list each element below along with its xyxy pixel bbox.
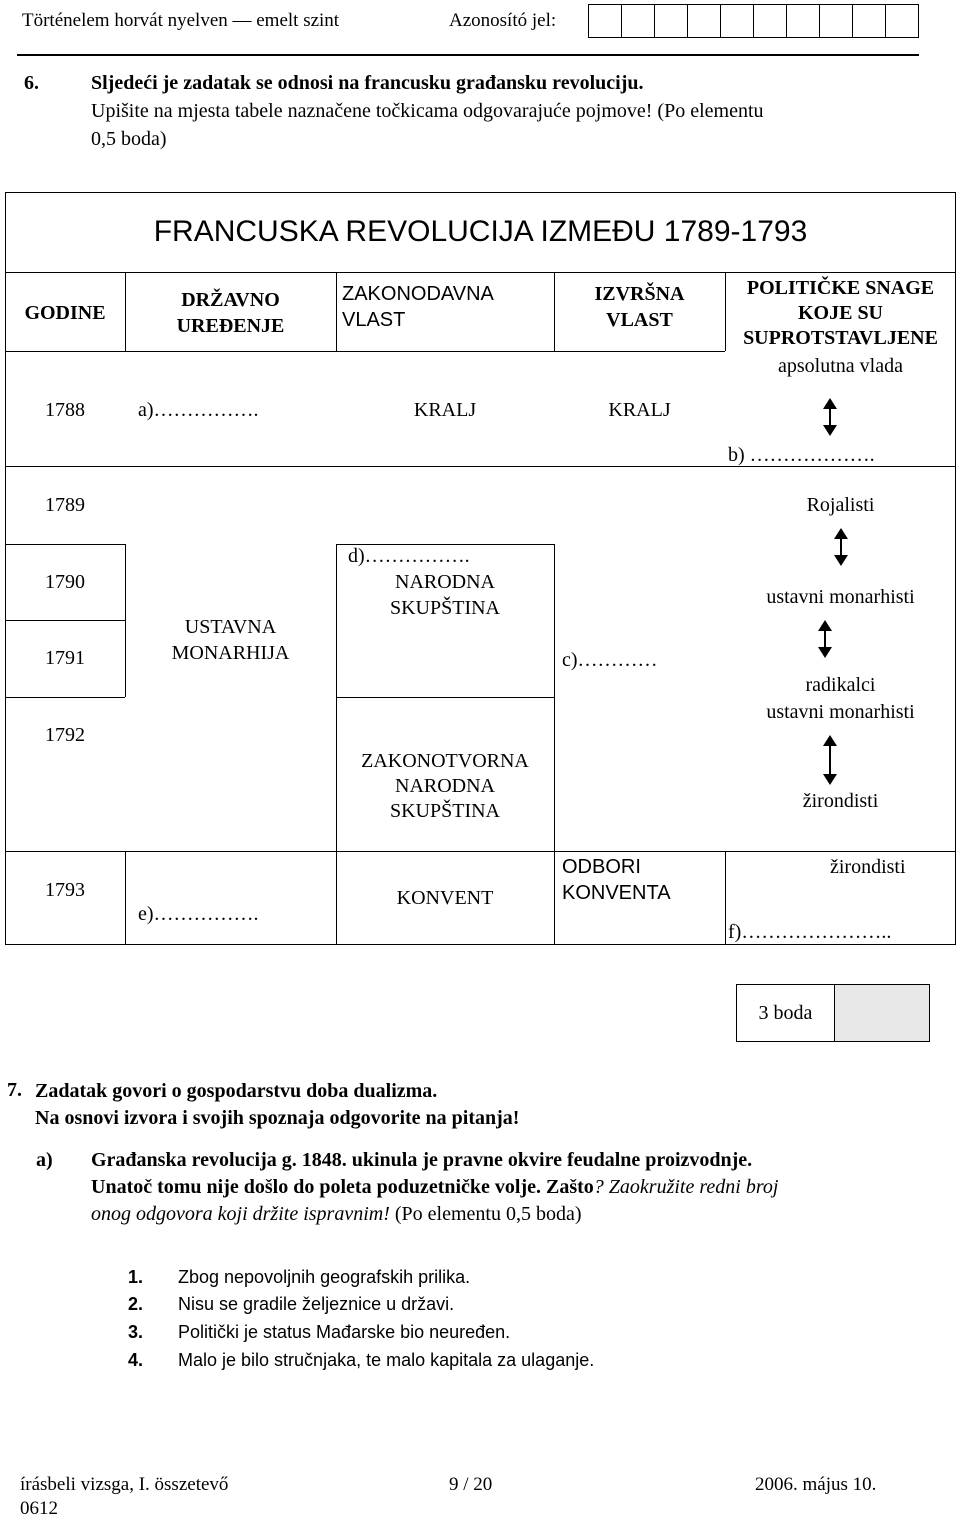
task6-number: 6. bbox=[24, 72, 39, 94]
year-1793: 1793 bbox=[45, 879, 85, 901]
table-border-top bbox=[5, 192, 956, 193]
cell-odbori-konventa: ODBORI KONVENTA bbox=[562, 856, 671, 904]
header-rule bbox=[17, 54, 919, 56]
score-box bbox=[736, 984, 930, 1042]
blank-a[interactable]: a)……………. bbox=[138, 399, 259, 421]
table-line bbox=[725, 851, 726, 945]
table-title: FRANCUSKA REVOLUCIJA IZMEĐU 1789-1793 bbox=[153, 215, 808, 248]
id-box[interactable] bbox=[786, 4, 820, 38]
double-arrow-icon bbox=[834, 528, 848, 566]
header-izvrsna: IZVRŠNA VLAST bbox=[594, 283, 685, 331]
id-boxes[interactable] bbox=[589, 4, 919, 38]
double-arrow-icon bbox=[823, 398, 837, 436]
id-box[interactable] bbox=[588, 4, 622, 38]
cell-zakonotvorna: ZAKONOTVORNA NARODNA SKUPŠTINA bbox=[361, 750, 529, 822]
header-politicke: POLITIČKE SNAGE KOJE SU SUPROTSTAVLJENE bbox=[743, 277, 938, 349]
table-line bbox=[5, 851, 956, 852]
cell-narodna-skupstina: NARODNA SKUPŠTINA bbox=[389, 571, 501, 619]
id-box[interactable] bbox=[687, 4, 721, 38]
table-line bbox=[5, 620, 125, 621]
table-line bbox=[554, 851, 555, 945]
task7-line1: Zadatak govori o gospodarstvu doba dualizma. bbox=[35, 1080, 438, 1102]
header-drzavno: DRŽAVNO UREĐENJE bbox=[176, 289, 285, 337]
cell-ustavni-monarhisti-2: ustavni monarhisti bbox=[766, 701, 915, 723]
id-label: Azonosító jel: bbox=[449, 10, 557, 31]
table-line bbox=[125, 851, 126, 945]
id-box[interactable] bbox=[819, 4, 853, 38]
table-line bbox=[5, 272, 956, 273]
cell-kralj-zakonodavna: KRALJ bbox=[413, 399, 477, 421]
header-title: Történelem horvát nyelven — emelt szint bbox=[22, 10, 340, 31]
blank-f[interactable]: f)………………….. bbox=[728, 921, 892, 943]
header-godine: GODINE bbox=[24, 302, 106, 324]
answer-option-1[interactable]: 1. Zbog nepovoljnih geografskih prilika. bbox=[128, 1267, 471, 1287]
year-1792: 1792 bbox=[45, 724, 85, 746]
year-1788: 1788 bbox=[45, 399, 85, 421]
table-line bbox=[554, 544, 555, 851]
footer-left: írásbeli vizsga, I. összetevő bbox=[20, 1474, 229, 1495]
id-box[interactable] bbox=[852, 4, 886, 38]
task6-line2: Upišite na mjesta tabele naznačene točkicama odgovarajuće pojmove! (Po elementu bbox=[91, 100, 764, 122]
answer-option-3[interactable]: 3. Politički je status Mađarske bio neuređen. bbox=[128, 1322, 511, 1342]
task7-a-line2: Unatoč tomu nije došlo do poleta poduzetničke volje. Zašto? Zaokružite redni broj bbox=[91, 1176, 779, 1198]
header-zakonodavna: ZAKONODAVNA VLAST bbox=[342, 283, 494, 331]
id-box[interactable] bbox=[885, 4, 919, 38]
table-line bbox=[336, 697, 554, 698]
id-box[interactable] bbox=[753, 4, 787, 38]
task7-a-line3: onog odgovora koji držite ispravnim! (Po elementu 0,5 boda) bbox=[91, 1203, 582, 1225]
score-field[interactable] bbox=[835, 985, 929, 1041]
task7-number: 7. bbox=[7, 1079, 22, 1101]
year-1790: 1790 bbox=[45, 571, 85, 593]
score-label: 3 boda bbox=[737, 985, 835, 1041]
blank-e[interactable]: e)……………. bbox=[138, 903, 259, 925]
double-arrow-icon bbox=[818, 620, 832, 658]
blank-d[interactable]: d)……………. bbox=[348, 545, 470, 567]
table-line bbox=[336, 272, 337, 351]
year-1789: 1789 bbox=[45, 494, 85, 516]
table-line bbox=[5, 697, 125, 698]
cell-kralj-izvrsna: KRALJ bbox=[608, 399, 671, 421]
table-line bbox=[5, 544, 125, 545]
cell-ustavna-monarhija: USTAVNA MONARHIJA bbox=[171, 616, 290, 664]
cell-zirondisti-1: žirondisti bbox=[802, 790, 879, 812]
blank-c[interactable]: c)………… bbox=[562, 649, 658, 671]
id-box[interactable] bbox=[720, 4, 754, 38]
blank-b[interactable]: b) ………………. bbox=[728, 444, 875, 466]
task6-line3: 0,5 boda) bbox=[91, 128, 167, 150]
answer-option-2[interactable]: 2. Nisu se gradile željeznice u državi. bbox=[128, 1294, 455, 1314]
task7-a-line1: Građanska revolucija g. 1848. ukinula je pravne okvire feudalne proizvodnje. bbox=[91, 1149, 753, 1171]
footer-date: 2006. május 10. bbox=[755, 1474, 877, 1495]
cell-apsolutna-vlada: apsolutna vlada bbox=[778, 355, 903, 377]
cell-zirondisti-2: žirondisti bbox=[830, 856, 906, 878]
cell-konvent: KONVENT bbox=[396, 887, 494, 909]
task7-a-label: a) bbox=[36, 1149, 53, 1171]
task7-line2: Na osnovi izvora i svojih spoznaja odgovorite na pitanja! bbox=[35, 1107, 520, 1129]
year-1791: 1791 bbox=[45, 647, 85, 669]
cell-radikalci: radikalci bbox=[805, 674, 876, 696]
answer-option-4[interactable]: 4. Malo je bilo stručnjaka, te malo kapitala za ulaganje. bbox=[128, 1350, 595, 1370]
task6-line1: Sljedeći je zadatak se odnosi na francusku građansku revoluciju. bbox=[91, 72, 644, 94]
cell-rojalisti: Rojalisti bbox=[806, 494, 875, 516]
table-line bbox=[5, 351, 725, 352]
cell-ustavni-monarhisti-1: ustavni monarhisti bbox=[766, 586, 915, 608]
footer-page: 9 / 20 bbox=[449, 1474, 493, 1495]
id-box[interactable] bbox=[654, 4, 688, 38]
id-box[interactable] bbox=[621, 4, 655, 38]
footer-code: 0612 bbox=[20, 1498, 58, 1519]
double-arrow-icon bbox=[823, 735, 837, 785]
